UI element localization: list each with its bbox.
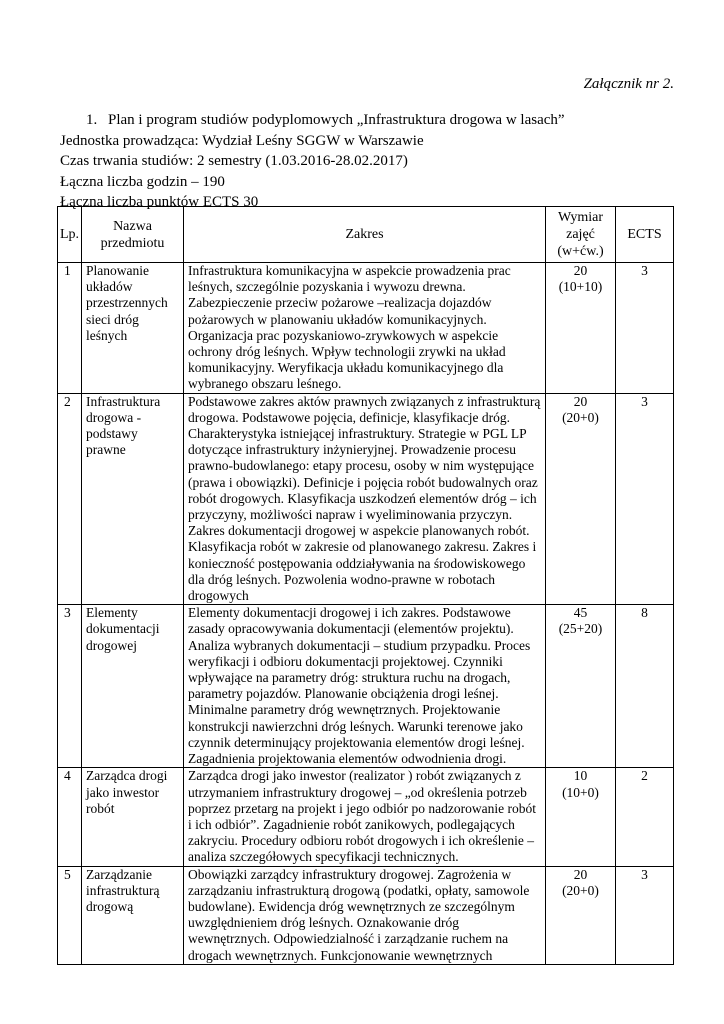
unit-line: Jednostka prowadząca: Wydział Leśny SGGW w Warszawie [60,132,424,149]
row-hours [546,768,616,866]
row-subject: Zarządca drogi jako inwestor robót [82,768,184,866]
table-row [58,263,674,394]
table-row [58,866,674,964]
row-hours [546,866,616,964]
row-ects: 2 [616,768,674,866]
row-hours [546,393,616,605]
row-scope: Zarządca drogi jako inwestor (realizator ) robót związanych z utrzymaniem infrastruktury drogowej – „od określenia potrzeb poprzez przetarg na projekt i jego odbiór po nadzorowanie robót i ich odbiór”. Zagadnienie robót zanikowych, podlegających zakryciu. Procedury odbioru robót drogowych i ich określenie – analiza szczegółowych specyfikacji technicznych. [184,768,546,866]
row-ects: 8 [616,605,674,768]
total-hours-line: Łączna liczba godzin – 190 [60,173,225,190]
table-row [58,605,674,768]
header-ects: ECTS [616,207,674,263]
row-subject: Infrastruktura drogowa - podstawy prawne [82,393,184,605]
row-scope: Obowiązki zarządcy infrastruktury drogowej. Zagrożenia w zarządzaniu infrastrukturą drogową (podatki, opłaty, samowole budowlane). Ewidencja dróg wewnętrznych ze szczególnym uwzględnieniem dróg leśnych. Oznakowanie dróg wewnętrznych. Odpowiedzialność i zarządzanie ruchem na drogach wewnętrznych. Funkcjonowanie wewnętrznych [184,866,546,964]
annex-label: Załącznik nr 2. [583,76,674,92]
row-subject: Elementy dokumentacji drogowej [82,605,184,768]
row-subject: Zarządzanie infrastrukturą drogową [82,866,184,964]
table-header-row [58,207,674,263]
hours-split: (20+0) [562,882,599,898]
row-lp: 3 [58,605,82,768]
table-row [58,393,674,605]
row-hours [546,263,616,394]
hours-split: (20+0) [562,409,599,425]
row-lp: 4 [58,768,82,866]
hours-total: 45 [573,605,588,621]
plan-title-line [60,110,680,131]
row-lp: 1 [58,263,82,394]
plan-number: 1. [86,112,98,128]
header-hours: Wymiar zajęć (w+ćw.) [546,207,616,263]
row-lp: 5 [58,866,82,964]
plan-title: Plan i program studiów podyplomowych „Infrastruktura drogowa w lasach” [108,112,565,128]
row-lp: 2 [58,393,82,605]
hours-split: (10+10) [558,279,603,295]
row-ects: 3 [616,866,674,964]
row-scope: Podstawowe zakres aktów prawnych związanych z infrastrukturą drogowa. Podstawowe pojęcia, definicje, klasyfikacje dróg. Charakterystyka istniejącej infrastruktury. Strategie w PGL LP dotyczące infrastruktury inżynieryjnej. Prowadzenie procesu prawno-budowlanego: etapy procesu, osoby w nim występujące (prawa i obowiązki). Definicje i pojęcia robót budowalnych oraz robót drogowych. Klasyfikacja uszkodzeń elementów dróg – ich przyczyny, możliwości napraw i wyeliminowania przyczyn. Zakres dokumentacji drogowej w aspekcie planowanych robót. Klasyfikacja robót w zakresie od planowanego zakresu. Zakres i konieczność postępowania oddziaływania na środowiskowego dla dróg leśnych. Pozwolenia wodno-prawne w robotach drogowych [184,393,546,605]
hours-total: 20 [573,866,588,882]
hours-split: (25+20) [558,621,603,637]
hours-total: 20 [573,263,588,278]
row-ects: 3 [616,393,674,605]
row-ects: 3 [616,263,674,394]
header-name: Nazwa przedmiotu [82,207,184,263]
row-subject: Planowanie układów przestrzennych sieci dróg leśnych [82,263,184,394]
row-scope: Infrastruktura komunikacyjna w aspekcie prowadzenia prac leśnych, szczególnie pozyskania i wywozu drewna. Zabezpieczenie przeciw pożarowe –realizacja dojazdów pożarowych w planowaniu układów komunikacyjnych. Organizacja prac pozyskaniowo-zrywkowych w aspekcie ochrony dróg leśnych. Wpływ technologii zrywki na układ komunikacyjny. Weryfikacja układu komunikacyjnego dla wybranego obszaru leśnego. [184,263,546,394]
curriculum-table [57,206,674,965]
header-lp: Lp. [58,207,82,263]
row-hours [546,605,616,768]
duration-line: Czas trwania studiów: 2 semestry (1.03.2016-28.02.2017) [60,153,408,170]
hours-total: 10 [573,768,588,784]
table-row [58,768,674,866]
document-intro [60,110,680,213]
hours-split: (10+0) [562,784,599,800]
hours-total: 20 [573,393,588,409]
total-ects-line: Łączna liczba punktów ECTS 30 [60,194,259,211]
header-scope: Zakres [184,207,546,263]
row-scope: Elementy dokumentacji drogowej i ich zakres. Podstawowe zasady opracowywania dokumentacji (elementów projektu). Analiza wybranych dokumentacji – studium przypadku. Proces weryfikacji i odbioru dokumentacji projektowej. Czynniki wpływające na parametry dróg: struktura ruchu na drogach, parametry pojazdów. Planowanie obciążenia drogi leśnej. Minimalne parametry dróg wewnętrznych. Projektowanie konstrukcji nawierzchni dróg leśnych. Warunki terenowe jako czynnik determinujący projektowania elementów drogi leśnej. Zagadnienia projektowania elementów odwodnienia drogi. [184,605,546,768]
